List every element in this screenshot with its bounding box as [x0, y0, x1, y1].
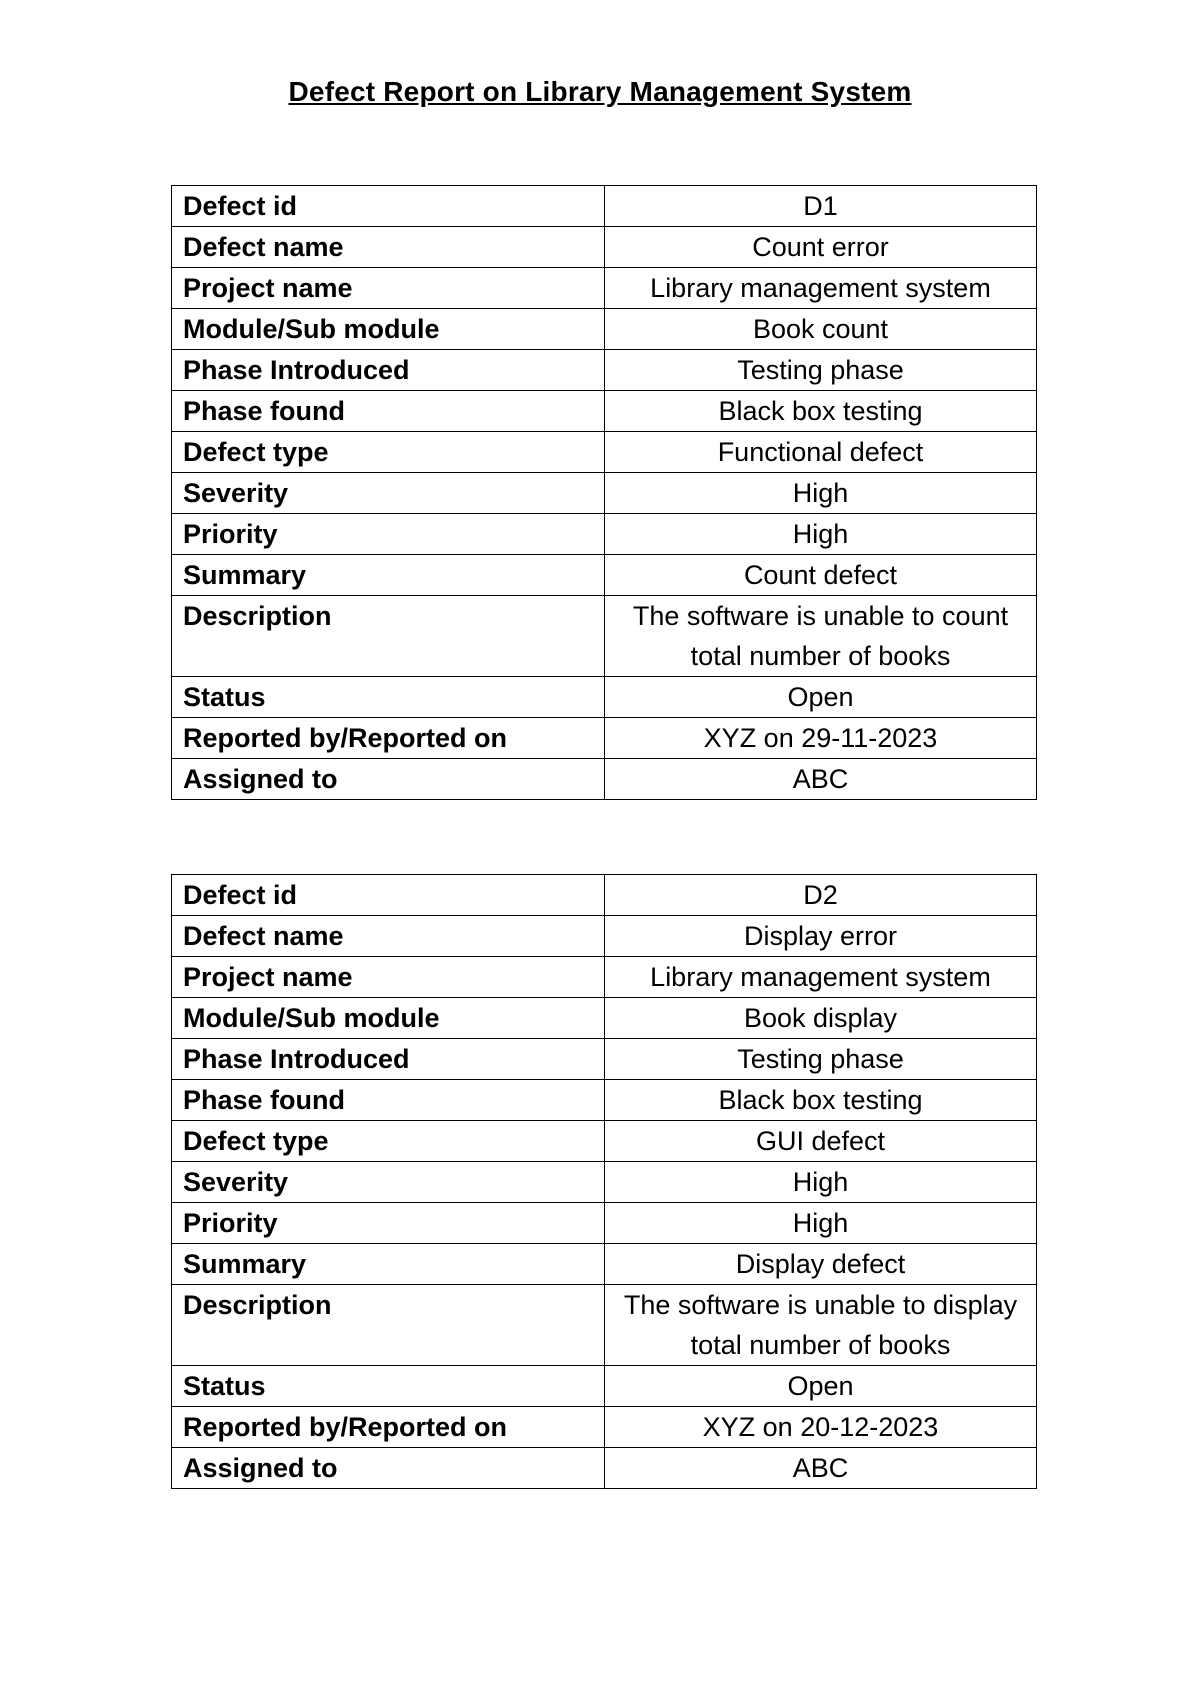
table-row [172, 1407, 1037, 1448]
field-value: Functional defect [605, 432, 1037, 473]
field-value: The software is unable to display total number of books [605, 1285, 1037, 1366]
field-value: ABC [605, 1448, 1037, 1489]
field-value: Testing phase [605, 1039, 1037, 1080]
field-value: Testing phase [605, 350, 1037, 391]
field-label: Priority [172, 514, 605, 555]
field-label: Description [172, 596, 605, 677]
table-row [172, 957, 1037, 998]
field-label: Priority [172, 1203, 605, 1244]
field-label: Project name [172, 268, 605, 309]
table-row [172, 227, 1037, 268]
field-label: Severity [172, 1162, 605, 1203]
table-row [172, 514, 1037, 555]
field-value: D1 [605, 186, 1037, 227]
field-value: Count error [605, 227, 1037, 268]
field-value: High [605, 1162, 1037, 1203]
field-value: Display error [605, 916, 1037, 957]
table-row [172, 432, 1037, 473]
field-label: Assigned to [172, 759, 605, 800]
table-row [172, 186, 1037, 227]
table-row [172, 1203, 1037, 1244]
field-label: Severity [172, 473, 605, 514]
field-label: Project name [172, 957, 605, 998]
field-label: Summary [172, 1244, 605, 1285]
page-title: Defect Report on Library Management System [288, 76, 912, 107]
table-row [172, 916, 1037, 957]
table-row [172, 596, 1037, 677]
table-row [172, 759, 1037, 800]
table-row [172, 1039, 1037, 1080]
table-row [172, 1121, 1037, 1162]
table-row [172, 1244, 1037, 1285]
table-row [172, 718, 1037, 759]
field-value: Black box testing [605, 1080, 1037, 1121]
field-value: Open [605, 1366, 1037, 1407]
table-row [172, 1448, 1037, 1489]
table-row [172, 1080, 1037, 1121]
field-label: Phase found [172, 391, 605, 432]
field-label: Description [172, 1285, 605, 1366]
field-value: High [605, 1203, 1037, 1244]
field-label: Defect id [172, 186, 605, 227]
field-label: Defect id [172, 875, 605, 916]
table-row [172, 875, 1037, 916]
field-label: Phase found [172, 1080, 605, 1121]
field-label: Module/Sub module [172, 998, 605, 1039]
field-value: Open [605, 677, 1037, 718]
field-label: Status [172, 677, 605, 718]
field-label: Reported by/Reported on [172, 718, 605, 759]
table-row [172, 677, 1037, 718]
field-label: Defect name [172, 227, 605, 268]
table-row [172, 309, 1037, 350]
field-value: Count defect [605, 555, 1037, 596]
table-row [172, 998, 1037, 1039]
table-row [172, 555, 1037, 596]
field-value: Book display [605, 998, 1037, 1039]
field-label: Reported by/Reported on [172, 1407, 605, 1448]
defect-report-table-1 [171, 185, 1037, 800]
table-row [172, 350, 1037, 391]
table-row [172, 268, 1037, 309]
field-label: Assigned to [172, 1448, 605, 1489]
field-value: Black box testing [605, 391, 1037, 432]
defect-report-table-2 [171, 874, 1037, 1489]
field-label: Status [172, 1366, 605, 1407]
field-value: High [605, 514, 1037, 555]
table-row [172, 391, 1037, 432]
field-label: Defect name [172, 916, 605, 957]
field-value: XYZ on 29-11-2023 [605, 718, 1037, 759]
field-value: GUI defect [605, 1121, 1037, 1162]
table-row [172, 1366, 1037, 1407]
field-label: Module/Sub module [172, 309, 605, 350]
field-label: Defect type [172, 432, 605, 473]
field-value: Book count [605, 309, 1037, 350]
field-value: High [605, 473, 1037, 514]
field-value: ABC [605, 759, 1037, 800]
field-value: D2 [605, 875, 1037, 916]
field-value: Library management system [605, 268, 1037, 309]
table-row [172, 1162, 1037, 1203]
table-row [172, 473, 1037, 514]
table-row [172, 1285, 1037, 1366]
field-value: Display defect [605, 1244, 1037, 1285]
field-label: Phase Introduced [172, 350, 605, 391]
field-value: Library management system [605, 957, 1037, 998]
field-label: Summary [172, 555, 605, 596]
field-label: Defect type [172, 1121, 605, 1162]
field-label: Phase Introduced [172, 1039, 605, 1080]
field-value: The software is unable to count total number of books [605, 596, 1037, 677]
field-value: XYZ on 20-12-2023 [605, 1407, 1037, 1448]
